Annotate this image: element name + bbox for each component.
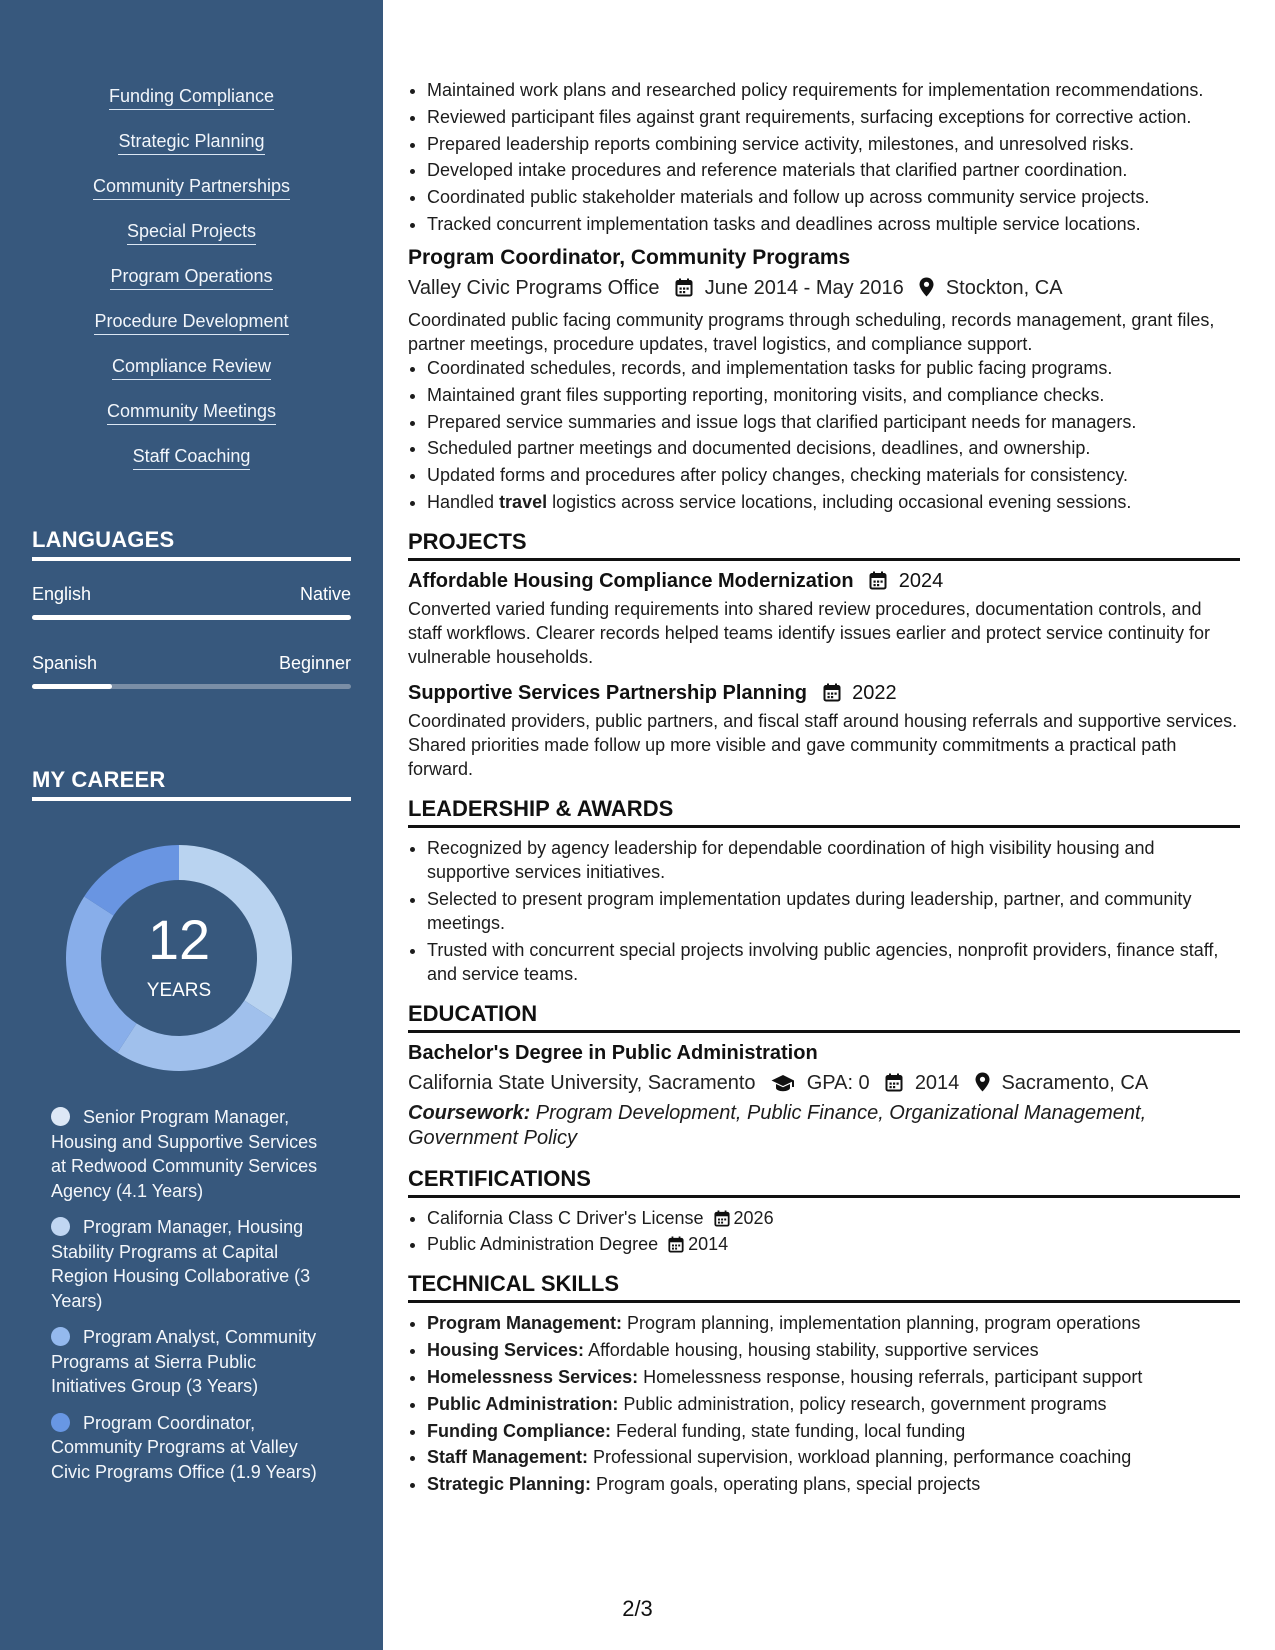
language-level-bar bbox=[32, 615, 351, 620]
technical-skills-heading: TECHNICAL SKILLS bbox=[408, 1272, 1240, 1303]
list-item: • Reviewed participant files against grant requirements, surfacing exceptions for corrective action. bbox=[427, 105, 1240, 129]
list-item: • Coordinated public stakeholder materials and follow up across community service projects. bbox=[427, 185, 1240, 209]
list-item: • Trusted with concurrent special projects involving public agencies, nonprofit providers, finance staff, and service teams. bbox=[427, 938, 1240, 986]
project-description: Coordinated providers, public partners, and fiscal staff around housing referrals and supportive services. Shared priorities made follow up more visible and gave community commitments a practical path forward. bbox=[408, 710, 1238, 779]
language-level: Beginner bbox=[278, 653, 351, 673]
career-dot-icon bbox=[51, 1107, 70, 1126]
career-donut-segment bbox=[117, 1000, 273, 1071]
project-year: 2022 bbox=[852, 681, 897, 704]
project-description: Converted varied funding requirements into shared review procedures, documentation controls, and staff workflows. Clearer records helped teams identify issues earlier and protect service continuity for vulnerable households. bbox=[408, 598, 1211, 667]
career-list bbox=[51, 1105, 331, 1496]
career-donut-segment bbox=[84, 845, 179, 916]
location-pin-icon bbox=[975, 1072, 990, 1092]
school-name: California State University, Sacramento bbox=[408, 1071, 756, 1094]
language-level-fill bbox=[32, 615, 351, 620]
career-item: Senior Program Manager, Housing and Supportive Services at Redwood Community Services Agency (4.1 Years) bbox=[51, 1107, 318, 1201]
list-item: • Maintained grant files supporting reporting, monitoring visits, and compliance checks. bbox=[427, 383, 1240, 407]
skill-item: Compliance Review bbox=[0, 356, 383, 401]
location-pin-icon bbox=[919, 277, 934, 297]
career-item: Program Analyst, Community Programs at Sierra Public Initiatives Group (3 Years) bbox=[51, 1327, 317, 1396]
skill-item: Funding Compliance bbox=[0, 86, 383, 131]
list-item: • Recognized by agency leadership for dependable coordination of high visibility housing and supportive services initiatives. bbox=[427, 836, 1240, 884]
job-dates: June 2014 - May 2016 bbox=[704, 276, 904, 299]
list-item: • Staff Management: Professional supervision, workload planning, performance coaching bbox=[427, 1445, 1240, 1469]
career-total-years: 12 bbox=[147, 908, 211, 971]
job-organization: Valley Civic Programs Office bbox=[408, 276, 660, 299]
list-item: • Funding Compliance: Federal funding, state funding, local funding bbox=[427, 1419, 1240, 1443]
language-level: Native bbox=[299, 584, 351, 604]
list-item: • Public Administration Degree 2014 bbox=[427, 1232, 1240, 1256]
skill-item: Procedure Development bbox=[0, 311, 383, 356]
skill-item: Strategic Planning bbox=[0, 131, 383, 176]
language-level-bar bbox=[32, 684, 351, 689]
list-item: • Tracked concurrent implementation tasks and deadlines across multiple service locations. bbox=[427, 212, 1240, 236]
list-item: • Maintained work plans and researched policy requirements for implementation recommendations. bbox=[427, 78, 1240, 102]
job-title: Program Coordinator, Community Programs bbox=[408, 245, 851, 269]
calendar-icon bbox=[823, 683, 841, 702]
career-dot-icon bbox=[51, 1327, 70, 1346]
skills-list bbox=[0, 86, 383, 491]
certifications-heading: CERTIFICATIONS bbox=[408, 1167, 1240, 1198]
list-item: • California Class C Driver's License 2026 bbox=[427, 1206, 1240, 1230]
career-heading: MY CAREER bbox=[32, 767, 351, 801]
projects-heading: PROJECTS bbox=[408, 530, 1240, 561]
job-summary: Coordinated public facing community programs through scheduling, records management, grant files, partner meetings, procedure updates, travel logistics, and compliance support. bbox=[408, 309, 1215, 354]
languages-heading: LANGUAGES bbox=[32, 527, 351, 561]
job-bullets bbox=[408, 356, 1240, 514]
sidebar bbox=[0, 0, 383, 1650]
skill-item: Community Meetings bbox=[0, 401, 383, 446]
career-years-label: YEARS bbox=[146, 980, 212, 1001]
list-item: • Prepared leadership reports combining service activity, milestones, and unresolved risks. bbox=[427, 132, 1240, 156]
project-title: Supportive Services Partnership Planning 2022 bbox=[408, 681, 897, 704]
skill-item: Community Partnerships bbox=[0, 176, 383, 221]
calendar-icon bbox=[885, 1073, 903, 1092]
calendar-icon bbox=[869, 571, 887, 590]
list-item: • Scheduled partner meetings and documented decisions, deadlines, and ownership. bbox=[427, 436, 1240, 460]
graduation-cap-icon bbox=[771, 1074, 795, 1092]
language-spanish bbox=[32, 653, 351, 689]
school-location: Sacramento, CA bbox=[1001, 1071, 1149, 1094]
language-level-fill bbox=[32, 684, 112, 689]
career-dot-icon bbox=[51, 1217, 70, 1236]
language-name: English bbox=[32, 584, 92, 604]
education-meta bbox=[408, 1071, 1240, 1095]
calendar-icon bbox=[668, 1236, 684, 1253]
project-year: 2024 bbox=[898, 569, 944, 592]
certifications-list bbox=[408, 1206, 1240, 1257]
job-meta bbox=[408, 276, 1240, 300]
main-content bbox=[408, 78, 1240, 1499]
leadership-list bbox=[408, 836, 1240, 986]
page-number: 2/3 bbox=[622, 1596, 653, 1621]
career-dot-icon bbox=[51, 1413, 70, 1432]
list-item: • Updated forms and procedures after policy changes, checking materials for consistency. bbox=[427, 463, 1240, 487]
list-item: • Homelessness Services: Homelessness response, housing referrals, participant support bbox=[427, 1365, 1240, 1389]
list-item: • Housing Services: Affordable housing, housing stability, supportive services bbox=[427, 1338, 1240, 1362]
skill-item: Special Projects bbox=[0, 221, 383, 266]
education-heading: EDUCATION bbox=[408, 1002, 1240, 1033]
calendar-icon bbox=[714, 1210, 730, 1227]
list-item: • Coordinated schedules, records, and implementation tasks for public facing programs. bbox=[427, 356, 1240, 380]
list-item: • Program Management: Program planning, implementation planning, program operations bbox=[427, 1311, 1240, 1335]
job-location: Stockton, CA bbox=[945, 276, 1063, 299]
coursework: Coursework: Program Development, Public Finance, Organizational Management, Government Policy bbox=[408, 1101, 1147, 1149]
career-item: Program Manager, Housing Stability Programs at Capital Region Housing Collaborative (3 Years) bbox=[51, 1217, 311, 1311]
degree-title: Bachelor's Degree in Public Administration bbox=[408, 1041, 818, 1064]
previous-job-bullets bbox=[408, 78, 1240, 236]
career-item: Program Coordinator, Community Programs at Valley Civic Programs Office (1.9 Years) bbox=[51, 1412, 317, 1482]
project-title: Affordable Housing Compliance Modernization 2024 bbox=[408, 569, 944, 592]
language-name: Spanish bbox=[32, 653, 98, 673]
list-item: • Public Administration: Public administration, policy research, government programs bbox=[427, 1392, 1240, 1416]
list-item: • Handled travel logistics across service locations, including occasional evening sessions. bbox=[427, 490, 1240, 514]
calendar-icon bbox=[675, 278, 693, 297]
skill-item: Staff Coaching bbox=[0, 446, 383, 491]
skill-item: Program Operations bbox=[0, 266, 383, 311]
list-item: • Selected to present program implementation updates during leadership, partner, and community meetings. bbox=[427, 887, 1240, 935]
gpa: GPA: 0 bbox=[806, 1071, 870, 1094]
language-english bbox=[32, 584, 351, 620]
technical-skills-list bbox=[408, 1311, 1240, 1496]
list-item: • Developed intake procedures and reference materials that clarified partner coordination. bbox=[427, 158, 1240, 182]
graduation-year: 2014 bbox=[914, 1071, 960, 1094]
leadership-heading: LEADERSHIP & AWARDS bbox=[408, 797, 1240, 828]
list-item: • Strategic Planning: Program goals, operating plans, special projects bbox=[427, 1472, 1240, 1496]
list-item: • Prepared service summaries and issue logs that clarified participant needs for managers. bbox=[427, 410, 1240, 434]
